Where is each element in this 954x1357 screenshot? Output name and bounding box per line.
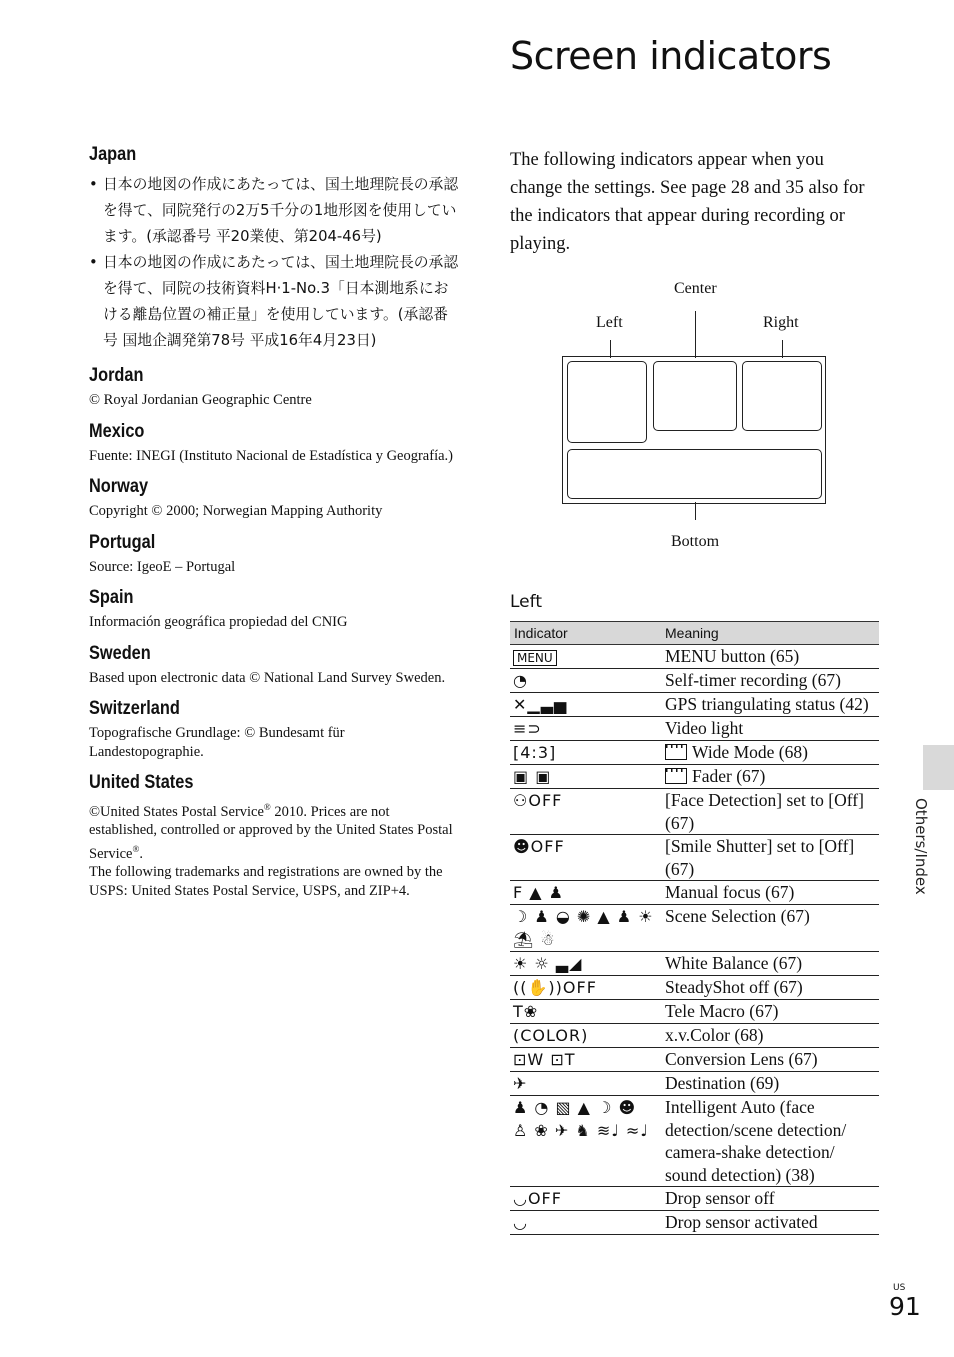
meaning-cell: [659, 1048, 879, 1072]
meaning-text: Drop sensor off: [665, 1188, 775, 1208]
table-row: [510, 905, 879, 952]
meaning-text: Tele Macro (67): [665, 1001, 779, 1021]
meaning-text: Manual focus (67): [665, 882, 795, 902]
drop-sensor-off-icon: ◡OFF: [513, 1189, 562, 1208]
diagram-label-left: Left: [596, 314, 623, 331]
screen-diagram: [560, 278, 830, 558]
table-row: [510, 835, 879, 881]
meaning-cell: [659, 835, 879, 881]
meaning-text: MENU button (65): [665, 646, 800, 666]
intelligent-auto-icon: ♟ ◔ ▧ ▲ ☽ ☻ ♙ ❀ ✈ ♞ ≋♩ ≈♩: [513, 1098, 649, 1140]
section-mexico: [89, 421, 461, 466]
white-balance-icon: ☀ ☼ ▃◢: [513, 954, 583, 973]
indicator-cell: [510, 1024, 659, 1048]
table-row: [510, 693, 879, 717]
wide-mode-icon: [4:3]: [513, 743, 557, 762]
indicator-cell: [510, 669, 659, 693]
section-heading: Spain: [89, 587, 134, 608]
bullet-list: [89, 172, 461, 354]
conversion-lens-icon: ⊡W ⊡T: [513, 1050, 576, 1069]
center-pointer-line: [695, 311, 696, 358]
section-heading: Switzerland: [89, 698, 180, 719]
smile-shutter-off-icon: ☻OFF: [513, 837, 565, 856]
section-text: The following trademarks and registrations are owned by the USPS: United States Postal Service, USPS, and ZIP+4.: [89, 864, 443, 899]
meaning-text: White Balance (67): [665, 953, 803, 973]
table-row: [510, 717, 879, 741]
indicator-cell: [510, 1211, 659, 1235]
section-text: Fuente: INEGI (Instituto Nacional de Estadística y Geografía.): [89, 447, 453, 464]
indicator-cell: [510, 976, 659, 1000]
section-heading: Portugal: [89, 531, 156, 553]
meaning-text: [Face Detection] set to [Off] (67): [665, 790, 864, 833]
us-text-a: ©United States Postal Service: [89, 803, 264, 820]
section-jordan: [89, 365, 461, 410]
page-number: 91: [889, 1292, 921, 1321]
intro-paragraph: The following indicators appear when you change the settings. See page 28 and 35 also for the indicators that appear during recording or playing.: [510, 150, 865, 254]
registered-mark: ®: [132, 843, 140, 854]
section-heading: Jordan: [89, 365, 144, 386]
bullet-item: • 日本の地図の作成にあたっては、国土地理院長の承認を得て、同院発行の2万5千分の1地形図を使用しています。(承認番号 平20業使、第204-46号): [89, 172, 461, 250]
indicator-cell: [510, 645, 659, 669]
section-label: Others/Index: [912, 798, 930, 895]
table-row: [510, 1000, 879, 1024]
meaning-cell: [659, 905, 879, 952]
diagram-label-right: Right: [763, 314, 799, 331]
meaning-text: Wide Mode (68): [692, 742, 808, 762]
bottom-pointer-line: [695, 502, 696, 520]
table-row: [510, 976, 879, 1000]
gps-status-icon: ✕▁▃▅: [513, 695, 568, 714]
table-row: [510, 1024, 879, 1048]
section-text: [89, 798, 461, 863]
self-timer-icon: ◔: [513, 671, 528, 690]
menu-button-icon: MENU: [513, 650, 557, 666]
header-indicator: Indicator: [510, 622, 659, 645]
left-zone: [567, 361, 647, 443]
lcd-screen-outline: [562, 356, 826, 504]
indicator-cell: [510, 693, 659, 717]
drop-sensor-active-icon: ◡: [513, 1213, 528, 1232]
meaning-cell: [659, 1187, 879, 1211]
meaning-cell: [659, 669, 879, 693]
section-text: Source: IgeoE – Portugal: [89, 558, 236, 575]
indicator-table: [510, 621, 879, 1235]
table-row: [510, 881, 879, 905]
section-united-states: [89, 772, 461, 900]
right-zone: [742, 361, 822, 431]
section-heading: Mexico: [89, 420, 145, 442]
meaning-cell: [659, 1072, 879, 1096]
table-row: [510, 765, 879, 789]
meaning-text: [Smile Shutter] set to [Off] (67): [665, 836, 855, 879]
indicator-cell: [510, 789, 659, 835]
section-text: Topografische Grundlage: © Bundesamt für Landestopographie.: [89, 725, 345, 760]
bullet-item: • 日本の地図の作成にあたっては、国土地理院長の承認を得て、同院の技術資料H·1-No.3「日本測地系における離島位置の補正量」を使用しています。(承認番号 国地企調発第78号 平成16年4月23日): [89, 250, 461, 354]
page-region: US: [893, 1283, 906, 1293]
meaning-text: Drop sensor activated: [665, 1212, 818, 1232]
section-tab: [923, 745, 954, 790]
meaning-text: x.v.Color (68): [665, 1025, 764, 1045]
meaning-cell: [659, 693, 879, 717]
meaning-cell: [659, 741, 879, 765]
table-row: [510, 1048, 879, 1072]
indicator-cell: [510, 835, 659, 881]
meaning-cell: [659, 645, 879, 669]
section-japan: [89, 144, 461, 354]
section-spain: [89, 587, 461, 632]
xv-color-icon: (COLOR): [513, 1026, 589, 1045]
indicator-cell: [510, 1072, 659, 1096]
section-text: Copyright © 2000; Norwegian Mapping Authority: [89, 503, 383, 519]
section-text: Based upon electronic data © National Land Survey Sweden.: [89, 669, 446, 686]
face-detection-off-icon: ⚇OFF: [513, 791, 563, 810]
table-row: [510, 789, 879, 835]
indicator-cell: [510, 1096, 659, 1187]
indicator-cell: [510, 952, 659, 976]
section-heading: Sweden: [89, 642, 151, 664]
section-portugal: [89, 532, 461, 577]
tele-macro-icon: T❀: [513, 1002, 539, 1021]
table-row: [510, 669, 879, 693]
table-header-row: [510, 622, 879, 645]
table-row: [510, 1187, 879, 1211]
indicator-cell: [510, 1000, 659, 1024]
section-heading: Japan: [89, 144, 137, 165]
meaning-cell: [659, 1211, 879, 1235]
indicator-cell: [510, 905, 659, 952]
us-text-c: .: [139, 845, 143, 862]
steadyshot-off-icon: ((✋))OFF: [513, 978, 597, 997]
table-caption: Left: [510, 592, 542, 612]
section-heading: United States: [89, 772, 194, 793]
diagram-label-center: Center: [674, 280, 717, 297]
meaning-cell: [659, 1096, 879, 1187]
section-heading: Norway: [89, 476, 149, 497]
table-row: [510, 1211, 879, 1235]
indicator-cell: [510, 881, 659, 905]
destination-icon: ✈: [513, 1074, 528, 1093]
meaning-text: Intelligent Auto (face detection/scene detection/ camera-shake detection/ sound detection) (38): [665, 1097, 847, 1185]
meaning-cell: [659, 881, 879, 905]
bottom-zone: [567, 449, 822, 499]
meaning-text: Conversion Lens (67): [665, 1049, 818, 1069]
meaning-cell: [659, 1000, 879, 1024]
section-text: © Royal Jordanian Geographic Centre: [89, 392, 312, 408]
diagram-label-bottom: Bottom: [671, 533, 720, 550]
table-row: [510, 741, 879, 765]
meaning-text: Fader (67): [692, 766, 766, 786]
table-row: [510, 952, 879, 976]
film-icon: [665, 744, 687, 760]
header-meaning: Meaning: [659, 622, 879, 645]
meaning-text: SteadyShot off (67): [665, 977, 803, 997]
meaning-cell: [659, 765, 879, 789]
indicator-cell: [510, 1187, 659, 1211]
page-title: Screen indicators: [510, 34, 832, 78]
scene-selection-icon: ☽ ♟ ◒ ✺ ▲ ♟ ☀ ⛱ ☃: [513, 907, 654, 949]
indicator-cell: [510, 741, 659, 765]
meaning-cell: [659, 952, 879, 976]
meaning-text: Self-timer recording (67): [665, 670, 841, 690]
fader-icon: ▣ ▣: [513, 767, 552, 786]
meaning-cell: [659, 717, 879, 741]
meaning-text: Destination (69): [665, 1073, 780, 1093]
manual-focus-icon: F ▲ ♟: [513, 883, 565, 902]
table-row: [510, 1096, 879, 1187]
meaning-cell: [659, 789, 879, 835]
section-norway: [89, 476, 461, 521]
film-icon: [665, 768, 687, 784]
indicator-cell: [510, 717, 659, 741]
meaning-text: Video light: [665, 718, 744, 738]
meaning-cell: [659, 1024, 879, 1048]
video-light-icon: ≡⊃: [513, 719, 542, 738]
indicator-cell: [510, 1048, 659, 1072]
meaning-text: GPS triangulating status (42): [665, 694, 869, 714]
meaning-cell: [659, 976, 879, 1000]
center-zone: [653, 361, 737, 431]
section-switzerland: [89, 698, 461, 761]
table-row: [510, 1072, 879, 1096]
meaning-text: Scene Selection (67): [665, 906, 810, 926]
us-text-b: 2010. Prices are not established, controlled or approved by the United States Postal Service: [89, 803, 453, 862]
attribution-list: [89, 144, 461, 911]
section-text: Información geográfica propiedad del CNIG: [89, 614, 348, 630]
indicator-cell: [510, 765, 659, 789]
table-row: [510, 645, 879, 669]
section-sweden: [89, 643, 461, 688]
registered-mark: ®: [263, 802, 271, 812]
